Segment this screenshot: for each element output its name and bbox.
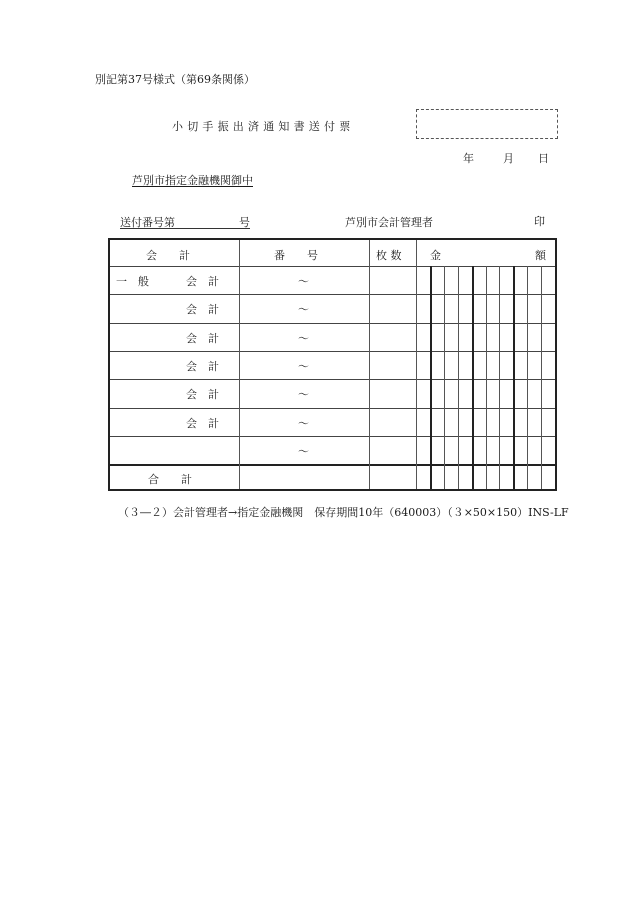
digit-column-line: [444, 266, 445, 489]
row-range-tilde: ～: [298, 444, 309, 458]
row-range-tilde: ～: [298, 416, 309, 430]
table-row-line: [110, 323, 555, 324]
digit-column-line: [486, 266, 487, 489]
date-row: [463, 150, 553, 164]
month-label: 月: [503, 152, 514, 165]
row-range-tilde: ～: [298, 331, 309, 345]
header-number: 番 号: [274, 249, 318, 262]
document-title: 小切手振出済通知書送付票: [172, 120, 355, 133]
row-account: 会 計: [186, 388, 219, 402]
send-number-field: [120, 214, 250, 229]
table-column-line: [239, 240, 240, 489]
row-range-tilde: ～: [298, 388, 309, 402]
row-range-tilde: ～: [298, 303, 309, 317]
header-account: 会 計: [146, 249, 190, 262]
table-row-line: [110, 351, 555, 352]
addressee: 芦別市指定金融機関御中: [132, 174, 253, 187]
row-account: 会 計: [186, 275, 219, 288]
table-row-line: [110, 379, 555, 380]
ledger-table: [108, 238, 557, 491]
footer-note: （３―２）会計管理者→指定金融機関 保存期間10年（640003）（３×50×150）INS-LF: [118, 506, 569, 519]
table-column-line: [416, 240, 417, 489]
table-row-line: [110, 294, 555, 295]
header-count: 枚 数: [376, 249, 402, 262]
header-amount-left: 金: [430, 249, 441, 262]
year-label: 年: [463, 152, 474, 165]
row-range-tilde: ～: [298, 359, 309, 373]
digit-column-line: [458, 266, 459, 489]
day-label: 日: [538, 152, 549, 165]
digit-column-line: [527, 266, 528, 489]
table-row-line: [110, 436, 555, 437]
row-account: 会 計: [186, 416, 219, 430]
table-row-line: [110, 408, 555, 409]
digit-column-line: [541, 266, 542, 489]
row-range-tilde: ～: [298, 275, 309, 288]
seal-mark: 印: [534, 215, 545, 228]
send-number-suffix: 号: [239, 216, 250, 229]
sender: 芦別市会計管理者: [345, 216, 433, 229]
total-label: 合 計: [148, 473, 192, 487]
digit-column-line: [499, 266, 500, 489]
row-account: 会 計: [186, 331, 219, 345]
stamp-box: [416, 109, 558, 139]
digit-column-line: [472, 266, 474, 489]
table-row-line: [110, 266, 555, 267]
row-account: 会 計: [186, 359, 219, 373]
row-account-prefix: 一 般: [116, 275, 149, 288]
header-amount-right: 額: [535, 249, 546, 262]
row-account: 会 計: [186, 303, 219, 317]
table-column-line: [369, 240, 370, 489]
digit-column-line: [513, 266, 515, 489]
table-row-line: [110, 464, 555, 466]
send-number-label: 送付番号第: [120, 216, 175, 229]
digit-column-line: [430, 266, 432, 489]
form-number: 別記第37号様式（第69条関係）: [95, 73, 255, 86]
